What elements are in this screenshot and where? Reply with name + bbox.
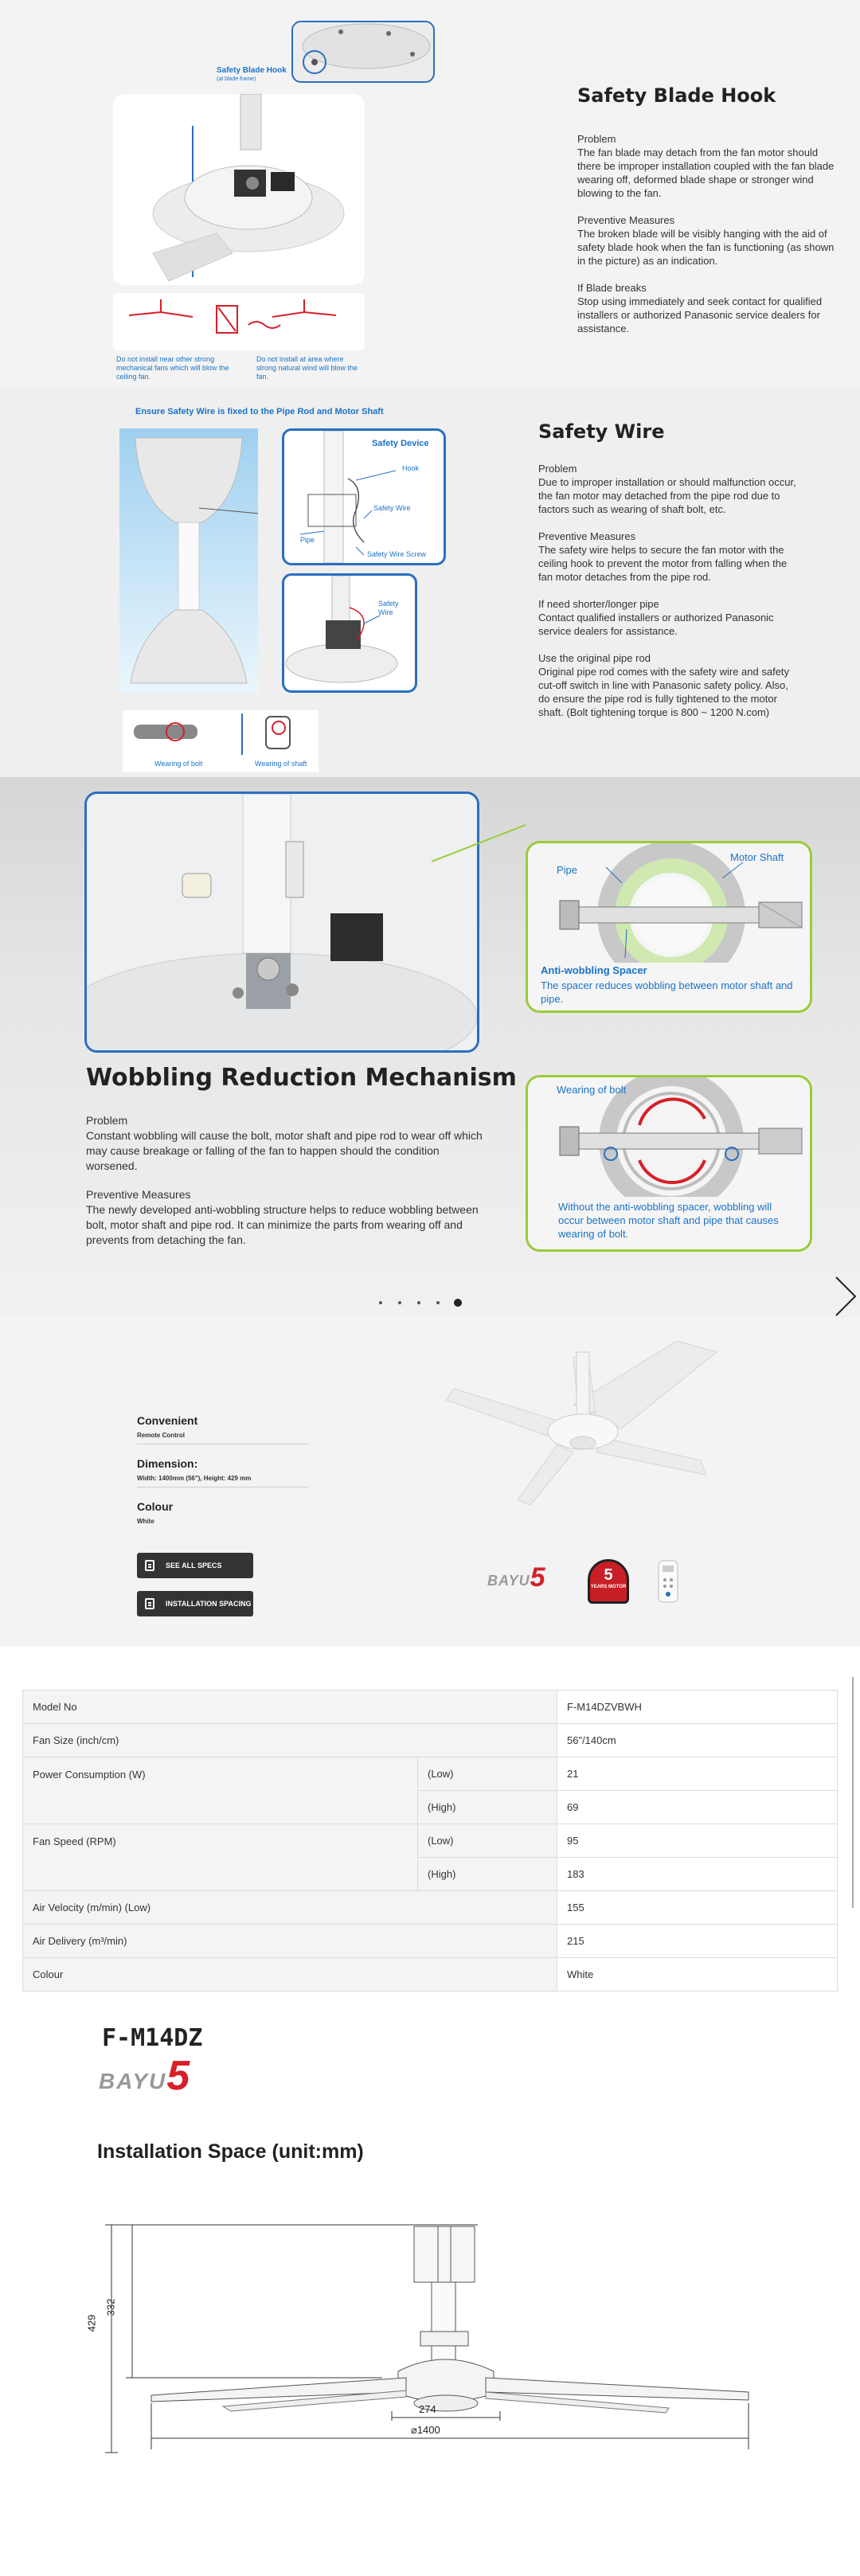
anti-wobbling-box	[526, 841, 812, 1013]
spec-value: 69	[557, 1791, 838, 1824]
fan-body-illustration	[119, 428, 258, 693]
blade-hook-zoom-illustration	[293, 22, 433, 81]
feature-title: Colour	[137, 1500, 174, 1513]
text-block	[577, 281, 836, 335]
block-heading: Use the original pipe rod	[538, 652, 651, 664]
table-row	[23, 1724, 838, 1757]
safety-wire-illustration	[284, 576, 415, 690]
ceiling-fan-image	[438, 1341, 725, 1556]
block-text: Contact qualified installers or authorized Panasonic service dealers for assistance.	[538, 612, 774, 637]
spec-value: White	[557, 1958, 838, 1992]
block-heading: Problem	[577, 133, 616, 145]
hook-label: Hook	[402, 464, 420, 472]
wear-text: Without the anti-wobbling spacer, wobbling will occur between motor shaft and pipe that causes wearing of bolt.	[558, 1201, 779, 1240]
see-all-specs-label: SEE ALL SPECS	[166, 1562, 222, 1569]
table-row	[23, 1824, 838, 1858]
block-text: Stop using immediately and seek contact for qualified installers or authorized Panasonic service dealers for assistance.	[577, 295, 823, 334]
safety-wire-text	[538, 462, 801, 733]
spec-value: F-M14DZVBWH	[557, 1691, 838, 1724]
wear-shaft-label: Wearing of shaft	[255, 760, 307, 768]
spacer-title: Anti-wobbling Spacer	[541, 964, 647, 976]
wire-label-2: Safety Wire	[378, 600, 399, 616]
pipe-label: Pipe	[557, 864, 578, 876]
safety-wire-section	[0, 385, 860, 777]
safety-wire-box	[282, 573, 417, 693]
see-all-specs-button[interactable]	[137, 1553, 253, 1578]
spec-label: Air Delivery (m³/min)	[23, 1925, 557, 1958]
safety-blade-section	[0, 0, 860, 385]
wire-label: Safety Wire	[373, 504, 411, 512]
spec-label: Model No	[23, 1691, 557, 1724]
blade-hook-image	[113, 94, 365, 285]
wobbling-section	[0, 777, 860, 1317]
install-title: Installation Space (unit:mm)	[97, 2140, 364, 2163]
spec-label: Power Consumption (W)	[23, 1757, 418, 1824]
block-heading: If Blade breaks	[577, 282, 647, 294]
text-block	[538, 597, 801, 638]
feature-item	[137, 1487, 309, 1530]
motor-shaft-label: Motor Shaft	[730, 851, 784, 863]
installation-spacing-button[interactable]	[137, 1591, 253, 1616]
spec-sublabel: (High)	[418, 1858, 557, 1891]
table-row	[23, 1891, 838, 1925]
spec-value: 21	[557, 1757, 838, 1791]
spec-section	[0, 1647, 860, 1997]
spec-label: Air Velocity (m/min) (Low)	[23, 1891, 557, 1925]
remote-control-icon	[656, 1559, 680, 1604]
table-row	[23, 1757, 838, 1791]
spacer-text: The spacer reduces wobbling between motor shaft and pipe.	[541, 979, 793, 1005]
block-heading: Preventive Measures	[86, 1188, 191, 1201]
scrollbar[interactable]	[852, 1677, 854, 1908]
caption-right: Do not install at area where strong natural wind will blow the fan.	[256, 355, 358, 381]
install-bayu5-logo	[99, 2053, 190, 2099]
text-block	[538, 530, 801, 584]
feature-value: Remote Control	[137, 1432, 185, 1439]
table-row	[23, 1958, 838, 1992]
wear-label: Wearing of bolt	[557, 1084, 627, 1096]
carousel-dot[interactable]	[398, 1301, 401, 1304]
spec-table	[22, 1690, 838, 1992]
carousel-dot[interactable]	[417, 1301, 420, 1304]
safety-wire-banner: Ensure Safety Wire is fixed to the Pipe Rod and Motor Shaft	[135, 407, 384, 416]
text-block	[86, 1187, 484, 1248]
spec-label: Fan Speed (RPM)	[23, 1824, 418, 1891]
warning-fans-illustration	[113, 293, 365, 350]
block-text: The safety wire helps to secure the fan motor with the ceiling hook to prevent the motor from falling when the fan motor detaches from the pipe rod.	[538, 544, 788, 583]
wobbling-title: Wobbling Reduction Mechanism	[86, 1064, 517, 1092]
feature-value: Width: 1400mm (56"), Height: 429 mm	[137, 1475, 252, 1482]
bayu-logo-text: BAYU	[99, 2069, 167, 2093]
blade-hook-callout: Safety Blade Hook	[217, 66, 287, 75]
block-text: Due to improper installation or should malfunction occur, the fan motor may detached from the pipe rod due to factors such as wearing of shaft bolt, etc.	[538, 476, 796, 515]
safety-device-label: Safety Device	[372, 439, 429, 448]
bayu-logo-number: 5	[166, 2053, 190, 2099]
wear-bolt-label: Wearing of bolt	[154, 760, 203, 768]
feature-list	[137, 1414, 309, 1530]
text-block	[577, 132, 836, 200]
warning-illustrations	[113, 293, 365, 350]
spec-label: Fan Size (inch/cm)	[23, 1724, 557, 1757]
installation-drawing	[64, 2212, 860, 2483]
text-block	[577, 213, 836, 268]
blade-hook-zoom	[291, 21, 435, 83]
install-model: F-M14DZ	[102, 2024, 203, 2052]
warranty-text: YEARS MOTOR	[590, 1585, 627, 1589]
carousel-dot-active[interactable]	[454, 1299, 462, 1307]
block-heading: Preventive Measures	[577, 214, 675, 226]
text-block	[86, 1113, 484, 1174]
block-heading: Problem	[86, 1114, 128, 1127]
safety-device-box	[282, 428, 446, 565]
block-text: The fan blade may detach from the fan motor should there be improper installation coupled with the fan blade wearing off, deformed blade shape or stronger wind blowing to the fan.	[577, 147, 835, 199]
dim-motor: 332	[104, 2298, 117, 2316]
wear-images	[123, 710, 319, 772]
dim-height: 429	[85, 2314, 98, 2332]
spec-sublabel: (Low)	[418, 1757, 557, 1791]
connector-line	[432, 822, 527, 870]
text-block	[538, 462, 801, 516]
spec-value: 215	[557, 1925, 838, 1958]
spec-value: 183	[557, 1858, 838, 1891]
carousel-dot[interactable]	[436, 1301, 440, 1304]
dim-hub: 274	[419, 2403, 436, 2415]
warranty-badge	[588, 1559, 629, 1604]
spec-value: 155	[557, 1891, 838, 1925]
spec-sublabel: (Low)	[418, 1824, 557, 1858]
bayu5-logo	[487, 1562, 545, 1593]
spec-label: Colour	[23, 1958, 557, 1992]
motor-shaft-illustration	[87, 794, 477, 1050]
feature-title: Dimension:	[137, 1457, 198, 1470]
warranty-years: 5	[604, 1566, 613, 1584]
fan-body-image	[119, 428, 258, 693]
wearing-bolt-box	[526, 1075, 812, 1252]
blade-hook-callout-sub: (at blade frame)	[217, 76, 256, 82]
safety-blade-title: Safety Blade Hook	[577, 84, 776, 107]
text-block	[538, 651, 801, 719]
block-text: Constant wobbling will cause the bolt, motor shaft and pipe rod to wear off which may cause breakage or falling of the fan to happen should the condition worsened.	[86, 1129, 483, 1172]
pipe-label: Pipe	[300, 536, 315, 544]
safety-wire-title: Safety Wire	[538, 420, 665, 443]
fan-motor-illustration	[113, 94, 365, 285]
wobbling-text	[86, 1113, 484, 1261]
bayu-logo-number: 5	[530, 1562, 545, 1593]
block-heading: Problem	[538, 463, 577, 475]
bayu-logo-text: BAYU	[487, 1573, 530, 1589]
dim-width: ⌀1400	[411, 2424, 440, 2436]
block-text: The broken blade will be visibly hanging with the aid of safety blade hook when the fan is functioning (as shown in the picture) as an indication.	[577, 228, 835, 267]
block-heading: If need shorter/longer pipe	[538, 598, 659, 610]
installation-spacing-label: INSTALLATION SPACING	[166, 1600, 252, 1608]
feature-value: White	[137, 1518, 154, 1525]
safety-blade-text	[577, 132, 836, 349]
next-arrow-icon[interactable]	[833, 1274, 858, 1319]
block-text: Original pipe rod comes with the safety wire and safety cut-off switch in line with Panasonic safety policy. Also, do ensure the pipe rod is fully tightened to the motor shaft. (Bolt tightening torque is 800 ~ 1200 N.com)	[538, 666, 790, 718]
document-icon	[145, 1560, 154, 1571]
document-icon	[145, 1598, 154, 1609]
screw-label: Safety Wire Screw	[367, 550, 427, 558]
wobbling-main-image	[84, 792, 479, 1053]
carousel-dot[interactable]	[379, 1301, 382, 1304]
wear-illustration	[123, 710, 319, 758]
feature-item	[137, 1444, 309, 1487]
install-section	[0, 1997, 860, 2576]
feature-title: Convenient	[137, 1414, 198, 1427]
product-section	[0, 1317, 860, 1647]
feature-item	[137, 1414, 309, 1444]
block-text: The newly developed anti-wobbling structure helps to reduce wobbling between bolt, motor shaft and pipe rod. It can minimize the parts from wearing off and prevents from detaching the fan.	[86, 1203, 479, 1246]
block-heading: Preventive Measures	[538, 530, 636, 542]
table-row	[23, 1691, 838, 1724]
spec-value: 95	[557, 1824, 838, 1858]
caption-left: Do not install near other strong mechanical fans which will blow the ceiling fan.	[116, 355, 229, 381]
spec-sublabel: (High)	[418, 1791, 557, 1824]
spec-value: 56"/140cm	[557, 1724, 838, 1757]
table-row	[23, 1925, 838, 1958]
